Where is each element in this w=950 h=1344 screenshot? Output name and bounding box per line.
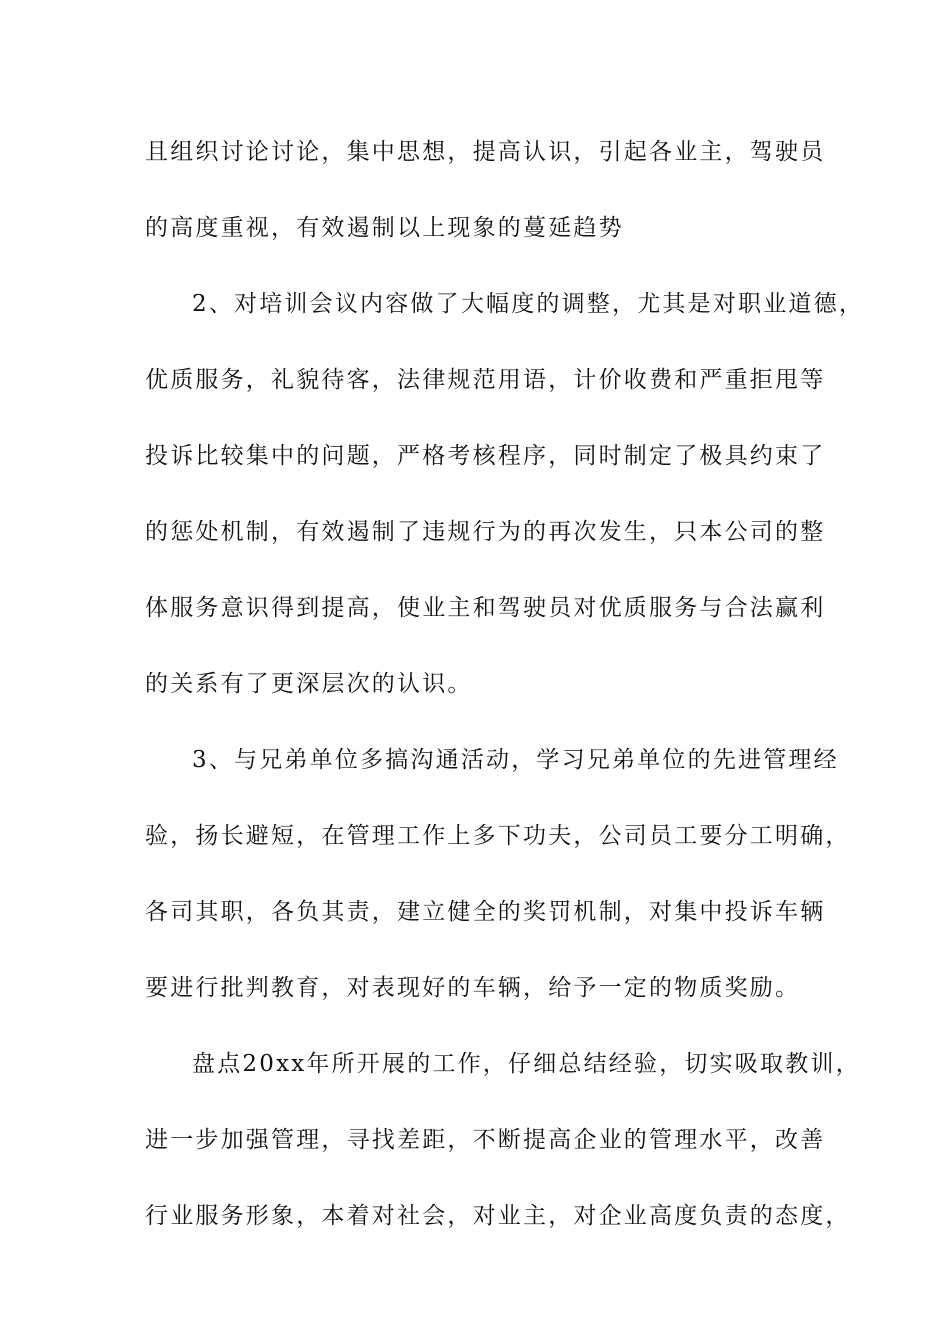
body-text-line: 进一步加强管理，寻找差距，不断提高企业的管理水平，改善 <box>145 1127 826 1153</box>
body-text-line: 盘点20xx年所开展的工作，仔细总结经验，切实吸取教训， <box>192 1051 861 1077</box>
body-text-line: 各司其职，各负其责，建立健全的奖罚机制，对集中投诉车辆 <box>145 899 826 925</box>
body-text-line: 2、对培训会议内容做了大幅度的调整，尤其是对职业道德， <box>192 291 865 317</box>
body-text-line: 的惩处机制，有效遏制了违规行为的再次发生，只本公司的整 <box>145 519 826 545</box>
body-text-line: 且组织讨论讨论，集中思想，提高认识，引起各业主，驾驶员 <box>145 139 826 165</box>
body-text-line: 的高度重视，有效遏制以上现象的蔓延趋势 <box>145 215 624 241</box>
body-text-line: 优质服务，礼貌待客，法律规范用语，计价收费和严重拒甩等 <box>145 367 826 393</box>
body-text-line: 验，扬长避短，在管理工作上多下功夫，公司员工要分工明确， <box>145 823 851 849</box>
body-text-line: 投诉比较集中的问题，严格考核程序，同时制定了极具约束了 <box>145 443 826 469</box>
body-text-line: 的关系有了更深层次的认识。 <box>145 671 473 697</box>
body-text-line: 体服务意识得到提高，使业主和驾驶员对优质服务与合法赢利 <box>145 595 826 621</box>
body-text-line: 行业服务形象，本着对社会，对业主，对企业高度负责的态度， <box>145 1203 851 1229</box>
body-text-line: 3、与兄弟单位多搞沟通活动，学习兄弟单位的先进管理经 <box>192 747 839 773</box>
body-text-line: 要进行批判教育，对表现好的车辆，给予一定的物质奖励。 <box>145 975 801 1001</box>
